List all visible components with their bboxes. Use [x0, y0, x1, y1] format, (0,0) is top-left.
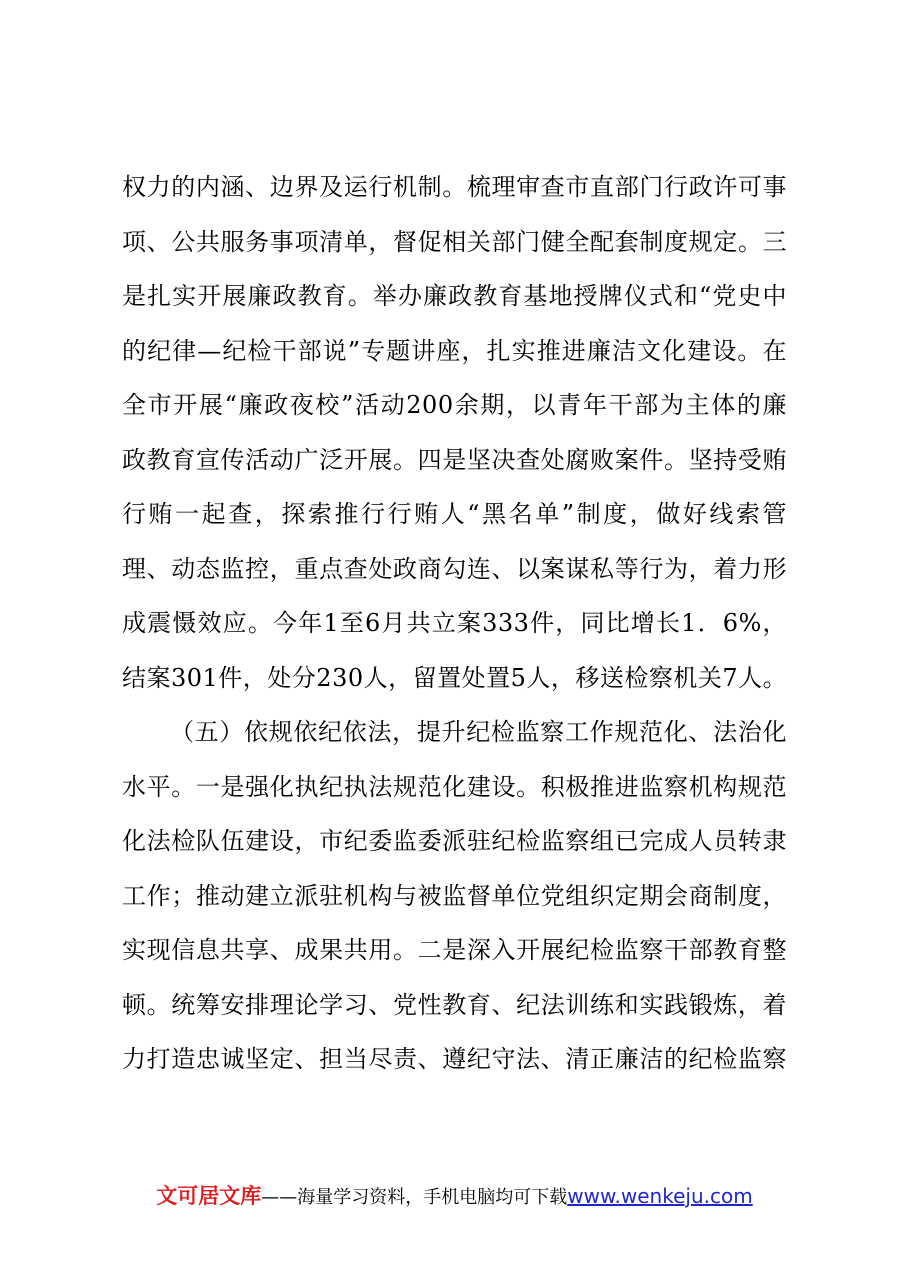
footer-slogan: ——海量学习资料，手机电脑均可下载 [261, 1187, 568, 1208]
text-line: 成震慑效应。今年1至6月共立案333件，同比增长1．6%， [122, 609, 787, 637]
text-line: 结案301件，处分230人，留置处置5人，移送检察机关7人。 [122, 663, 787, 692]
text-line: 工作；推动建立派驻机构与被监督单位党组织定期会商制度， [122, 881, 787, 910]
text-line: 权力的内涵、边界及运行机制。梳理审查市直部门行政许可事 [122, 173, 787, 201]
text-line: 实现信息共享、成果共用。二是深入开展纪检监察干部教育整 [122, 936, 787, 964]
footer-banner [0, 1180, 909, 1210]
section-heading-line: （五）依规依纪依法，提升纪检监察工作规范化、法治化 [170, 718, 787, 746]
text-line: 理、动态监控，重点查处政商勾连、以案谋私等行为，着力形 [122, 554, 787, 583]
text-line: 力打造忠诚坚定、担当尽责、遵纪守法、清正廉洁的纪检监察 [122, 1045, 787, 1073]
body-text [122, 160, 787, 1087]
footer-brand: 文可居文库 [156, 1184, 262, 1208]
text-line: 水平。一是强化执纪执法规范化建设。积极推进监察机构规范 [122, 772, 787, 801]
text-line: 的纪律—纪检干部说”专题讲座，扎实推进廉洁文化建设。在 [122, 336, 787, 365]
text-line: 项、公共服务事项清单，督促相关部门健全配套制度规定。三 [122, 227, 787, 256]
text-line: 政教育宣传活动广泛开展。四是坚决查处腐败案件。坚持受贿 [122, 445, 787, 474]
footer-website-link[interactable]: www.wenkeju.com [567, 1184, 753, 1208]
text-line: 行贿一起查，探索推行行贿人“黑名单”制度，做好线索管 [122, 500, 787, 528]
text-line: 顿。统筹安排理论学习、党性教育、纪法训练和实践锻炼，着 [122, 990, 787, 1019]
text-line: 是扎实开展廉政教育。举办廉政教育基地授牌仪式和“党史中 [122, 282, 787, 310]
text-line: 全市开展“廉政夜校”活动200余期，以青年干部为主体的廉 [122, 391, 787, 419]
text-line: 化法检队伍建设，市纪委监委派驻纪检监察组已完成人员转隶 [122, 827, 787, 855]
